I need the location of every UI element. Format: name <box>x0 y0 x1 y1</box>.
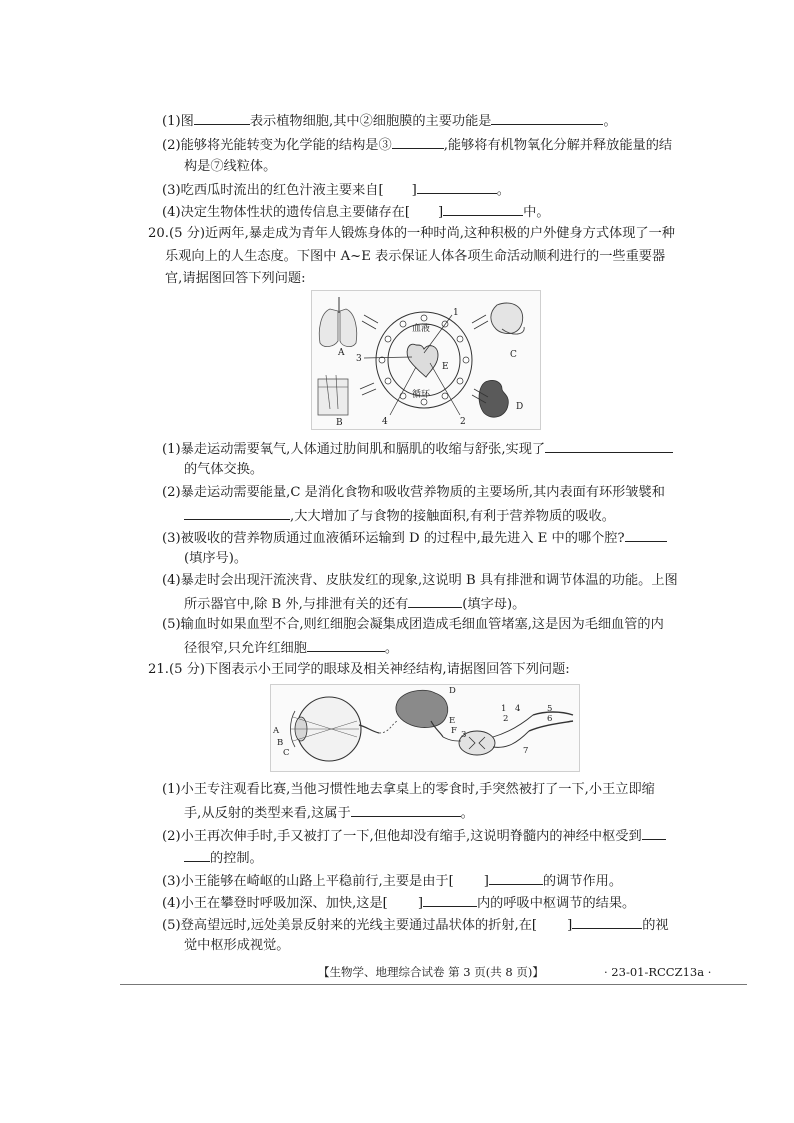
label-E: E <box>449 716 456 726</box>
q21-sub2 <box>162 825 666 847</box>
q19-s4-text-c: 中。 <box>523 205 550 220</box>
q20-s5-text-a: (5)输血时如果血型不合,则红细胞会凝集成团造成毛细血管堵塞,这是因为毛细血管的内 <box>162 617 664 632</box>
footer-divider <box>120 984 747 985</box>
q19-s3-text-b: ] <box>411 183 417 198</box>
label-6: 6 <box>547 714 553 724</box>
q21-s1-text-c: 。 <box>460 806 474 821</box>
q20-sub3-cont <box>184 549 247 569</box>
eye-nerve-figure <box>270 684 580 772</box>
q20-sub1 <box>162 438 673 460</box>
q19-s4-text-a: (4)决定生物体性状的遗传信息主要储存在[ <box>162 205 411 220</box>
q19-sub1 <box>162 110 617 132</box>
q20-s1-text-b: 的气体交换。 <box>184 462 264 477</box>
answer-blank[interactable] <box>545 438 673 453</box>
q21-stem: 21.(5 分)下图表示小王同学的眼球及相关神经结构,请据图回答下列问题: <box>148 662 570 677</box>
q21-sub4 <box>162 892 635 914</box>
answer-blank[interactable] <box>194 110 250 125</box>
q20-sub3 <box>162 527 667 549</box>
answer-blank[interactable] <box>417 179 497 194</box>
q19-s1-text-a: (1)图 <box>162 114 194 129</box>
q19-sub2-cont <box>184 157 276 177</box>
q20-sub4 <box>162 571 678 591</box>
label-1: 1 <box>501 704 507 714</box>
label-2: 2 <box>460 417 466 427</box>
q19-sub3 <box>162 179 510 201</box>
q20-stem-line1: 20.(5 分)近两年,暴走成为青年人锻炼身体的一种时尚,这种积极的户外健身方式体现了一种 <box>148 226 675 241</box>
q20-sub4-cont <box>184 593 525 615</box>
answer-blank[interactable] <box>489 870 543 885</box>
answer-blank[interactable] <box>423 892 477 907</box>
answer-blank[interactable] <box>408 593 462 608</box>
label-B: B <box>336 418 343 428</box>
q19-s1-text-b: 表示植物细胞,其中②细胞膜的主要功能是 <box>249 114 492 129</box>
q21-s3-text-b: ] <box>483 874 489 889</box>
q20-s1-text-a: (1)暴走运动需要氧气,人体通过肋间肌和膈肌的收缩与舒张,实现了 <box>162 442 546 457</box>
q20-s4-text-a: (4)暴走时会出现汗流浃背、皮肤发红的现象,这说明 B 具有排泄和调节体温的功能。上图 <box>162 573 678 588</box>
answer-blank[interactable] <box>443 201 523 216</box>
footer-title: 【生物学、地理综合试卷 第 3 页(共 8 页)】 <box>318 965 544 979</box>
footer-code: · 23-01-RCCZ13a · <box>604 965 712 979</box>
q21-s4-text-a: (4)小王在攀登时呼吸加深、加快,这是[ <box>162 896 388 911</box>
q19-s1-text-c: 。 <box>603 114 617 129</box>
q20-sub5-cont <box>184 637 398 659</box>
label-4: 4 <box>515 704 521 714</box>
q20-s3-text-b: (填序号)。 <box>184 551 248 566</box>
answer-blank[interactable] <box>491 110 603 125</box>
skin-icon <box>318 375 348 415</box>
label-blood: 血液 <box>412 324 431 334</box>
q21-s1-text-a: (1)小王专注观看比赛,当他习惯性地去拿桌上的零食时,手突然被打了一下,小王立即缩 <box>162 782 655 797</box>
answer-blank[interactable] <box>184 505 290 520</box>
q19-s2-text-a: (2)能够将光能转变为化学能的结构是③ <box>162 138 392 153</box>
q21-s4-text-c: 内的呼吸中枢调节的结果。 <box>476 896 636 911</box>
label-4: 4 <box>382 417 388 427</box>
answer-blank[interactable] <box>307 637 385 652</box>
label-2: 2 <box>503 714 509 724</box>
circulation-organs-figure <box>311 290 541 430</box>
q21-sub1-cont <box>184 802 474 824</box>
q19-s2-text-b: ,能够将有机物氧化分解并释放能量的结 <box>443 138 673 153</box>
answer-blank[interactable] <box>572 914 642 929</box>
q20-s5-text-c: 。 <box>384 641 399 656</box>
q21-s5-text-d: 觉中枢形成视觉。 <box>184 938 290 953</box>
q21-sub1 <box>162 780 655 800</box>
q20-sub2-cont <box>184 505 615 527</box>
label-5: 5 <box>547 704 553 714</box>
q21-sub2-cont <box>184 847 263 869</box>
label-7: 7 <box>523 746 529 756</box>
q20-sub5 <box>162 615 664 635</box>
q21-s5-text-c: 的视 <box>642 918 669 933</box>
q21-s5-text-a: (5)登高望远时,远处美景反射来的光线主要通过晶状体的折射,在[ <box>162 918 538 933</box>
label-C: C <box>510 350 517 360</box>
circulation-diagram-svg <box>312 291 540 429</box>
q19-s4-text-b: ] <box>438 205 444 220</box>
eye-nerve-diagram-svg <box>271 685 579 771</box>
q21-s3-text-c: 的调节作用。 <box>542 874 623 889</box>
q21-sub5-cont <box>184 936 290 956</box>
answer-blank[interactable] <box>351 802 461 817</box>
label-circulation: 循环 <box>412 390 431 400</box>
stomach-icon <box>491 303 524 334</box>
q21-s2-text-b: 的控制。 <box>210 851 263 866</box>
brain-icon <box>396 690 448 737</box>
q20-stem-line2: 乐观向上的人生态度。下图中 A~E 表示保证人体各项生命活动顺利进行的一些重要器 <box>165 249 666 264</box>
q21-s5-text-b: ] <box>567 918 573 933</box>
q20-sub1-cont <box>184 460 263 480</box>
label-C: C <box>283 748 290 758</box>
label-A: A <box>273 726 280 736</box>
answer-blank[interactable] <box>625 527 667 542</box>
q19-s3-text-c: 。 <box>496 183 510 198</box>
label-D: D <box>516 402 524 412</box>
kidney-icon <box>479 380 508 417</box>
label-3: 3 <box>461 730 467 740</box>
q19-sub2 <box>162 134 672 156</box>
q20-s4-text-c: (填字母)。 <box>462 597 526 612</box>
q19-sub4 <box>162 201 550 223</box>
q21-sub5 <box>162 914 669 936</box>
label-3: 3 <box>356 354 362 364</box>
label-D: D <box>449 686 456 696</box>
q20-s2-text-a: (2)暴走运动需要能量,C 是消化食物和吸收营养物质的主要场所,其内表面有环形皱襞和 <box>162 485 665 500</box>
answer-blank[interactable] <box>392 134 444 149</box>
q20-stem-line3: 官,请据图回答下列问题: <box>165 271 306 286</box>
label-E: E <box>442 362 449 372</box>
q19-s3-text-a: (3)吃西瓜时流出的红色汁液主要来自[ <box>162 183 384 198</box>
answer-blank[interactable] <box>642 825 666 840</box>
lungs-icon <box>319 297 356 347</box>
q20-s2-text-b: ,大大增加了与食物的接触面积,有利于营养物质的吸收。 <box>290 509 615 524</box>
q20-sub2 <box>162 483 665 503</box>
q21-sub3 <box>162 870 622 892</box>
label-A: A <box>338 348 345 358</box>
q21-s3-text-a: (3)小王能够在崎岖的山路上平稳前行,主要是由于[ <box>162 874 454 889</box>
q21-s2-text-a: (2)小王再次伸手时,手又被打了一下,但他却没有缩手,这说明脊髓内的神经中枢受到 <box>162 829 642 844</box>
answer-blank[interactable] <box>184 847 210 862</box>
q20-s5-text-b: 径很窄,只允许红细胞 <box>184 641 307 656</box>
q20-s4-text-b: 所示器官中,除 B 外,与排泄有关的还有 <box>184 597 409 612</box>
q19-s2-text-c: 构是⑦线粒体。 <box>184 159 277 174</box>
label-F: F <box>451 726 457 736</box>
label-B: B <box>277 738 284 748</box>
eyeball-icon <box>291 697 380 761</box>
q20-s3-text-a: (3)被吸收的营养物质通过血液循环运输到 D 的过程中,最先进入 E 中的哪个腔? <box>162 531 625 546</box>
q21-s4-text-b: ] <box>417 896 423 911</box>
q21-s1-text-b: 手,从反射的类型来看,这属于 <box>184 806 351 821</box>
label-1: 1 <box>453 308 459 318</box>
heart-icon <box>407 344 438 377</box>
